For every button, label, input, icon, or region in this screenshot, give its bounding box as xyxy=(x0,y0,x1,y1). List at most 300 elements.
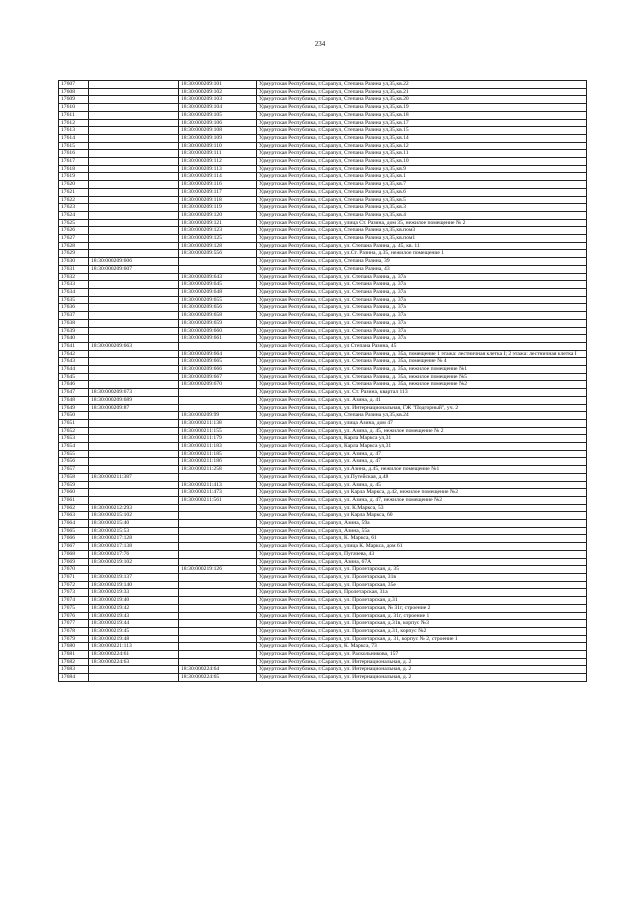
row-number-cell: 17672 xyxy=(59,581,89,589)
row-number-cell: 17658 xyxy=(59,473,89,481)
table-row xyxy=(59,597,587,605)
address-cell: Удмуртская Республика, г.Сарапул, Азина, 59а xyxy=(257,520,587,528)
building-cadastral-number-cell: 18:30:000209:114 xyxy=(179,173,257,181)
cadastral-number-cell xyxy=(89,242,179,250)
address-cell: Удмуртская Республика, г.Сарапул, Степана Разина ул,35,кв.21 xyxy=(257,88,587,96)
row-number-cell: 17615 xyxy=(59,142,89,150)
row-number-cell: 17673 xyxy=(59,589,89,597)
table-row xyxy=(59,96,587,104)
address-cell: Удмуртская Республика, г.Сарапул, Степана Разина ул,35,кв.7 xyxy=(257,181,587,189)
table-row xyxy=(59,450,587,458)
table-row xyxy=(59,165,587,173)
address-cell: Удмуртская Республика, г.Сарапул, ул. Пролетарская, № 31г, строение 2 xyxy=(257,604,587,612)
address-cell: Удмуртская Республика, г.Сарапул, К. Маркса, 73 xyxy=(257,643,587,651)
building-cadastral-number-cell xyxy=(179,512,257,520)
table-row xyxy=(59,627,587,635)
building-cadastral-number-cell xyxy=(179,604,257,612)
table-row xyxy=(59,188,587,196)
registry-table-body xyxy=(59,81,587,682)
table-row xyxy=(59,104,587,112)
row-number-cell: 17656 xyxy=(59,458,89,466)
row-number-cell: 17680 xyxy=(59,643,89,651)
cadastral-number-cell: 18:30:000212:293 xyxy=(89,504,179,512)
row-number-cell: 17639 xyxy=(59,327,89,335)
row-number-cell: 17681 xyxy=(59,651,89,659)
building-cadastral-number-cell xyxy=(179,520,257,528)
address-cell: Удмуртская Республика, г.Сарапул, ул. Пролетарская, 35е xyxy=(257,581,587,589)
row-number-cell: 17626 xyxy=(59,227,89,235)
building-cadastral-number-cell: 18:30:000209:121 xyxy=(179,219,257,227)
address-cell: Удмуртская Республика, г.Сарапул, ул. Пролетарская, д. 31, корпус № 2, строение 1 xyxy=(257,635,587,643)
row-number-cell: 17616 xyxy=(59,150,89,158)
row-number-cell: 17671 xyxy=(59,574,89,582)
address-cell: Удмуртская Республика, г.Сарапул, ул. Интернациональная, д. 2 xyxy=(257,666,587,674)
table-row xyxy=(59,658,587,666)
address-cell: Удмуртская Республика, г.Сарапул, Степана Разина ул,35,кв.22 xyxy=(257,81,587,89)
cadastral-number-cell: 18:30:000209:673 xyxy=(89,389,179,397)
address-cell: Удмуртская Республика, г.Сарапул, Степана Разина ул,35,кв.17 xyxy=(257,119,587,127)
address-cell: Удмуртская Республика, г.Сарапул, ул. Интернациональная, ГЖ "Подгорный", уч. 2 xyxy=(257,404,587,412)
building-cadastral-number-cell: 18:30:000209:109 xyxy=(179,134,257,142)
address-cell: Удмуртская Республика, г.Сарапул, ул Степана Разина, 45 xyxy=(257,342,587,350)
table-row xyxy=(59,119,587,127)
address-cell: Удмуртская Республика, г.Сарапул, Степана Разина ул,35,кв.18 xyxy=(257,111,587,119)
row-number-cell: 17629 xyxy=(59,250,89,258)
cadastral-number-cell: 18:30:000219:140 xyxy=(89,581,179,589)
address-cell: Удмуртская Республика, г.Сарапул, ул. Пролетарская, д.31, корпус №2 xyxy=(257,627,587,635)
address-cell: Удмуртская Республика, г.Сарапул, ул. Степана Разина, д. 37а xyxy=(257,281,587,289)
address-cell: Удмуртская Республика, г.Сарапул, улица Азина, дом 47 xyxy=(257,419,587,427)
table-row xyxy=(59,535,587,543)
building-cadastral-number-cell: 18:30:000209:104 xyxy=(179,104,257,112)
cadastral-number-cell xyxy=(89,165,179,173)
row-number-cell: 17663 xyxy=(59,512,89,520)
building-cadastral-number-cell: 18:30:000209:101 xyxy=(179,81,257,89)
table-row xyxy=(59,227,587,235)
building-cadastral-number-cell: 18:30:000211:258 xyxy=(179,466,257,474)
address-cell: Удмуртская Республика, г.Сарапул, ул. Пролетарская, д. 35 xyxy=(257,566,587,574)
cadastral-number-cell xyxy=(89,458,179,466)
building-cadastral-number-cell: 18:30:000211:155 xyxy=(179,427,257,435)
row-number-cell: 17644 xyxy=(59,366,89,374)
cadastral-number-cell xyxy=(89,104,179,112)
building-cadastral-number-cell: 18:30:000209:112 xyxy=(179,158,257,166)
building-cadastral-number-cell xyxy=(179,643,257,651)
table-row xyxy=(59,134,587,142)
cadastral-number-cell: 18:30:000219:42 xyxy=(89,604,179,612)
address-cell: Удмуртская Республика, г.Сарапул, ул. Степана Разина, д. 37а xyxy=(257,296,587,304)
building-cadastral-number-cell xyxy=(179,589,257,597)
row-number-cell: 17614 xyxy=(59,134,89,142)
address-cell: Удмуртская Республика, г.Сарапул, Степана Разина ул,35,кв.12 xyxy=(257,142,587,150)
address-cell: Удмуртская Республика, г.Сарапул, Азина, 67А xyxy=(257,558,587,566)
building-cadastral-number-cell: 18:30:000209:556 xyxy=(179,250,257,258)
table-row xyxy=(59,550,587,558)
table-row xyxy=(59,173,587,181)
building-cadastral-number-cell: 18:30:000209:103 xyxy=(179,96,257,104)
table-row xyxy=(59,458,587,466)
cadastral-number-cell xyxy=(89,450,179,458)
building-cadastral-number-cell: 18:30:000211:185 xyxy=(179,450,257,458)
building-cadastral-number-cell: 18:30:000209:656 xyxy=(179,304,257,312)
cadastral-number-cell xyxy=(89,111,179,119)
cadastral-number-cell xyxy=(89,381,179,389)
table-row xyxy=(59,574,587,582)
property-registry-table xyxy=(58,80,587,682)
cadastral-number-cell xyxy=(89,427,179,435)
building-cadastral-number-cell xyxy=(179,396,257,404)
address-cell: Удмуртская Республика, г.Сарапул, ул. К.Маркса, 53 xyxy=(257,504,587,512)
table-row xyxy=(59,219,587,227)
row-number-cell: 17641 xyxy=(59,342,89,350)
table-row xyxy=(59,335,587,343)
address-cell: Удмуртская Республика, г.Сарапул, Степана Разина ул,35,кв.11 xyxy=(257,150,587,158)
table-row xyxy=(59,520,587,528)
cadastral-number-cell xyxy=(89,273,179,281)
table-row xyxy=(59,235,587,243)
cadastral-number-cell xyxy=(89,204,179,212)
building-cadastral-number-cell xyxy=(179,543,257,551)
cadastral-number-cell xyxy=(89,319,179,327)
building-cadastral-number-cell xyxy=(179,527,257,535)
address-cell: Удмуртская Республика, г.Сарапул, ул. Азина, д. 41 xyxy=(257,396,587,404)
row-number-cell: 17617 xyxy=(59,158,89,166)
building-cadastral-number-cell: 18:30:000209:659 xyxy=(179,319,257,327)
address-cell: Удмуртская Республика, г.Сарапул, ул. Азина, д. 47 xyxy=(257,450,587,458)
building-cadastral-number-cell: 18:30:000211:413 xyxy=(179,481,257,489)
row-number-cell: 17632 xyxy=(59,273,89,281)
address-cell: Удмуртская Республика, г.Сарапул, Степана Разина ул,35,кв.5 xyxy=(257,196,587,204)
cadastral-number-cell xyxy=(89,127,179,135)
row-number-cell: 17674 xyxy=(59,597,89,605)
cadastral-number-cell: 18:30:000217:128 xyxy=(89,535,179,543)
building-cadastral-number-cell xyxy=(179,558,257,566)
row-number-cell: 17637 xyxy=(59,312,89,320)
table-row xyxy=(59,258,587,266)
cadastral-number-cell xyxy=(89,373,179,381)
address-cell: Удмуртская Республика, г.Сарапул, Степана Разина ул,35,кв.4 xyxy=(257,211,587,219)
cadastral-number-cell: 18:30:000219:137 xyxy=(89,574,179,582)
table-row xyxy=(59,273,587,281)
address-cell: Удмуртская Республика, г.Сарапул, Степана Разина ул,35,кв.3 xyxy=(257,204,587,212)
address-cell: Удмуртская Республика, г.Сарапул, Степана Разина ул,35,кв.20 xyxy=(257,96,587,104)
row-number-cell: 17675 xyxy=(59,604,89,612)
address-cell: Удмуртская Республика, г.Сарапул, Степана Разина ул,35,кв.пом3 xyxy=(257,227,587,235)
address-cell: Удмуртская Республика, г.Сарапул, ул. Степана Разина, д. 45, кв. 11 xyxy=(257,242,587,250)
row-number-cell: 17682 xyxy=(59,658,89,666)
building-cadastral-number-cell: 18:30:000209:660 xyxy=(179,327,257,335)
building-cadastral-number-cell: 18:30:000209:102 xyxy=(179,88,257,96)
cadastral-number-cell: 18:30:000217:138 xyxy=(89,543,179,551)
table-row xyxy=(59,589,587,597)
address-cell: Удмуртская Республика, г.Сарапул, ул. Степана Разина, д. 35а, нежилое помещение №5 xyxy=(257,373,587,381)
address-cell: Удмуртская Республика, г.Сарапул, ул. Интернациональная, д. 2 xyxy=(257,658,587,666)
address-cell: Удмуртская Республика, г.Сарапул, Степана Разина ул,35,кв.14 xyxy=(257,134,587,142)
address-cell: Удмуртская Республика, г.Сарапул, ул. Азина, д. 47, нежилое помещение №2 xyxy=(257,496,587,504)
address-cell: Удмуртская Республика, г.Сарапул, ул. Ст. Разина, квартал 113 xyxy=(257,389,587,397)
row-number-cell: 17635 xyxy=(59,296,89,304)
building-cadastral-number-cell: 18:30:000209:117 xyxy=(179,188,257,196)
address-cell: Удмуртская Республика, г.Сарапул, ул. Азина, д. 45, нежилое помещение № 2 xyxy=(257,427,587,435)
building-cadastral-number-cell: 18:30:000211:186 xyxy=(179,458,257,466)
cadastral-number-cell xyxy=(89,81,179,89)
table-row xyxy=(59,651,587,659)
cadastral-number-cell xyxy=(89,335,179,343)
row-number-cell: 17607 xyxy=(59,81,89,89)
building-cadastral-number-cell xyxy=(179,635,257,643)
page-number: 234 xyxy=(314,40,326,48)
table-row xyxy=(59,319,587,327)
building-cadastral-number-cell xyxy=(179,342,257,350)
table-row xyxy=(59,158,587,166)
row-number-cell: 17642 xyxy=(59,350,89,358)
row-number-cell: 17640 xyxy=(59,335,89,343)
cadastral-number-cell: 18:30:000215:102 xyxy=(89,512,179,520)
row-number-cell: 17609 xyxy=(59,96,89,104)
building-cadastral-number-cell: 18:30:000209:120 xyxy=(179,211,257,219)
table-row xyxy=(59,489,587,497)
building-cadastral-number-cell: 18:30:000211:561 xyxy=(179,496,257,504)
address-cell: Удмуртская Республика, г.Сарапул, ул. Степана Разина, д. 35а, помещение № 4 xyxy=(257,358,587,366)
cadastral-number-cell xyxy=(89,412,179,420)
row-number-cell: 17650 xyxy=(59,412,89,420)
table-row xyxy=(59,443,587,451)
building-cadastral-number-cell: 18:30:000209:664 xyxy=(179,350,257,358)
table-row xyxy=(59,566,587,574)
cadastral-number-cell xyxy=(89,250,179,258)
building-cadastral-number-cell xyxy=(179,404,257,412)
building-cadastral-number-cell: 18:30:000209:99 xyxy=(179,412,257,420)
row-number-cell: 17649 xyxy=(59,404,89,412)
building-cadastral-number-cell: 18:30:000209:128 xyxy=(179,242,257,250)
cadastral-number-cell xyxy=(89,196,179,204)
row-number-cell: 17676 xyxy=(59,612,89,620)
row-number-cell: 17655 xyxy=(59,450,89,458)
table-row xyxy=(59,419,587,427)
building-cadastral-number-cell: 18:30:000209:643 xyxy=(179,273,257,281)
building-cadastral-number-cell xyxy=(179,265,257,273)
building-cadastral-number-cell xyxy=(179,473,257,481)
address-cell: Удмуртская Республика, г.Сарапул, Степана Разина, 43 xyxy=(257,265,587,273)
row-number-cell: 17669 xyxy=(59,558,89,566)
row-number-cell: 17648 xyxy=(59,396,89,404)
table-row xyxy=(59,435,587,443)
table-row xyxy=(59,242,587,250)
row-number-cell: 17636 xyxy=(59,304,89,312)
building-cadastral-number-cell: 18:30:000211:138 xyxy=(179,419,257,427)
row-number-cell: 17666 xyxy=(59,535,89,543)
address-cell: Удмуртская Республика, г.Сарапул, ул.Путейская, д.48 xyxy=(257,473,587,481)
address-cell: Удмуртская Республика, г.Сарапул, Азина, 55а xyxy=(257,527,587,535)
building-cadastral-number-cell: 18:30:000219:126 xyxy=(179,566,257,574)
building-cadastral-number-cell xyxy=(179,504,257,512)
row-number-cell: 17664 xyxy=(59,520,89,528)
table-row xyxy=(59,481,587,489)
table-row xyxy=(59,674,587,682)
row-number-cell: 17645 xyxy=(59,373,89,381)
row-number-cell: 17651 xyxy=(59,419,89,427)
building-cadastral-number-cell: 18:30:000209:645 xyxy=(179,281,257,289)
building-cadastral-number-cell xyxy=(179,389,257,397)
row-number-cell: 17621 xyxy=(59,188,89,196)
cadastral-number-cell xyxy=(89,489,179,497)
address-cell: Удмуртская Республика, г.Сарапул, ул. Степана Разина, д. 35а, нежилое помещение №1 xyxy=(257,366,587,374)
row-number-cell: 17612 xyxy=(59,119,89,127)
row-number-cell: 17619 xyxy=(59,173,89,181)
row-number-cell: 17660 xyxy=(59,489,89,497)
address-cell: Удмуртская Республика, г.Сарапул, Степана Разина ул,35,кв.10 xyxy=(257,158,587,166)
cadastral-number-cell xyxy=(89,134,179,142)
cadastral-number-cell xyxy=(89,288,179,296)
cadastral-number-cell: 18:30:000219:44 xyxy=(89,620,179,628)
address-cell: Удмуртская Республика, г.Сарапул, Пролетарская, 31а xyxy=(257,589,587,597)
row-number-cell: 17613 xyxy=(59,127,89,135)
building-cadastral-number-cell xyxy=(179,620,257,628)
cadastral-number-cell: 18:30:000209:606 xyxy=(89,258,179,266)
row-number-cell: 17643 xyxy=(59,358,89,366)
row-number-cell: 17646 xyxy=(59,381,89,389)
address-cell: Удмуртская Республика, г.Сарапул, ул Карла Маркса, д.42, нежилое помещение №2 xyxy=(257,489,587,497)
cadastral-number-cell xyxy=(89,296,179,304)
row-number-cell: 17677 xyxy=(59,620,89,628)
table-row xyxy=(59,366,587,374)
address-cell: Удмуртская Республика, г.Сарапул, Пугачева, 43 xyxy=(257,550,587,558)
building-cadastral-number-cell: 18:30:000209:667 xyxy=(179,373,257,381)
building-cadastral-number-cell xyxy=(179,612,257,620)
row-number-cell: 17633 xyxy=(59,281,89,289)
cadastral-number-cell xyxy=(89,566,179,574)
address-cell: Удмуртская Республика, г.Сарапул, Карла Маркса ул,31 xyxy=(257,443,587,451)
cadastral-number-cell xyxy=(89,88,179,96)
building-cadastral-number-cell xyxy=(179,627,257,635)
building-cadastral-number-cell xyxy=(179,597,257,605)
address-cell: Удмуртская Республика, г.Сарапул, ул. Степана Разина, д. 35а, нежилое помещение №2 xyxy=(257,381,587,389)
address-cell: Удмуртская Республика, г.Сарапул, Степана Разина ул,35,кв.24 xyxy=(257,412,587,420)
cadastral-number-cell: 18:30:000219:48 xyxy=(89,635,179,643)
table-row xyxy=(59,150,587,158)
row-number-cell: 17653 xyxy=(59,435,89,443)
cadastral-number-cell xyxy=(89,281,179,289)
row-number-cell: 17684 xyxy=(59,674,89,682)
table-row xyxy=(59,358,587,366)
row-number-cell: 17665 xyxy=(59,527,89,535)
row-number-cell: 17627 xyxy=(59,235,89,243)
table-row xyxy=(59,620,587,628)
table-row xyxy=(59,196,587,204)
cadastral-number-cell xyxy=(89,312,179,320)
table-row xyxy=(59,265,587,273)
cadastral-number-cell: 18:30:000211:387 xyxy=(89,473,179,481)
row-number-cell: 17678 xyxy=(59,627,89,635)
row-number-cell: 17618 xyxy=(59,165,89,173)
building-cadastral-number-cell xyxy=(179,535,257,543)
table-row xyxy=(59,88,587,96)
building-cadastral-number-cell: 18:30:000211:179 xyxy=(179,435,257,443)
building-cadastral-number-cell: 18:30:000211:183 xyxy=(179,443,257,451)
table-row xyxy=(59,304,587,312)
cadastral-number-cell xyxy=(89,666,179,674)
cadastral-number-cell xyxy=(89,358,179,366)
address-cell: Удмуртская Республика, г.Сарапул, ул. Пролетарская, д.31в, корпус №3 xyxy=(257,620,587,628)
cadastral-number-cell xyxy=(89,496,179,504)
cadastral-number-cell xyxy=(89,466,179,474)
address-cell: Удмуртская Республика, г.Сарапул, улица К. Маркса, дом 61 xyxy=(257,543,587,551)
table-row xyxy=(59,581,587,589)
building-cadastral-number-cell: 18:30:000224:65 xyxy=(179,674,257,682)
table-row xyxy=(59,204,587,212)
address-cell: Удмуртская Республика, г.Сарапул, Карла Маркса ул,31 xyxy=(257,435,587,443)
building-cadastral-number-cell: 18:30:000209:123 xyxy=(179,227,257,235)
table-row xyxy=(59,496,587,504)
cadastral-number-cell xyxy=(89,435,179,443)
address-cell: Удмуртская Республика, г.Сарапул, ул. Степана Разина, д. 37а xyxy=(257,327,587,335)
address-cell: Удмуртская Республика, г.Сарапул, Степана Разина ул,35,кв.6 xyxy=(257,188,587,196)
building-cadastral-number-cell: 18:30:000209:119 xyxy=(179,204,257,212)
building-cadastral-number-cell xyxy=(179,651,257,659)
cadastral-number-cell: 18:30:000224:63 xyxy=(89,658,179,666)
cadastral-number-cell: 18:30:000217:76 xyxy=(89,550,179,558)
cadastral-number-cell: 18:30:000209:689 xyxy=(89,396,179,404)
row-number-cell: 17668 xyxy=(59,550,89,558)
row-number-cell: 17647 xyxy=(59,389,89,397)
address-cell: Удмуртская Республика, г.Сарапул, улица Ст. Разина, дом 35, нежилое помещение № 2 xyxy=(257,219,587,227)
table-row xyxy=(59,281,587,289)
address-cell: Удмуртская Республика, г.Сарапул, ул. Раскольникова, 157 xyxy=(257,651,587,659)
address-cell: Удмуртская Республика, г.Сарапул, Степана Разина ул,35,кв.9 xyxy=(257,165,587,173)
building-cadastral-number-cell: 18:30:000209:113 xyxy=(179,165,257,173)
cadastral-number-cell xyxy=(89,419,179,427)
table-row xyxy=(59,404,587,412)
row-number-cell: 17620 xyxy=(59,181,89,189)
table-row xyxy=(59,666,587,674)
table-row xyxy=(59,558,587,566)
building-cadastral-number-cell: 18:30:000209:670 xyxy=(179,381,257,389)
address-cell: Удмуртская Республика, г.Сарапул, ул. Пролетарская, д.31 xyxy=(257,597,587,605)
building-cadastral-number-cell: 18:30:000209:108 xyxy=(179,127,257,135)
address-cell: Удмуртская Республика, г.Сарапул, ул. Степана Разина, д. 37а xyxy=(257,288,587,296)
cadastral-number-cell: 18:30:000215:53 xyxy=(89,527,179,535)
address-cell: Удмуртская Республика, г.Сарапул, ул. Пролетарская, 31в xyxy=(257,574,587,582)
building-cadastral-number-cell: 18:30:000209:118 xyxy=(179,196,257,204)
row-number-cell: 17625 xyxy=(59,219,89,227)
building-cadastral-number-cell: 18:30:000209:116 xyxy=(179,181,257,189)
table-row xyxy=(59,296,587,304)
address-cell: Удмуртская Республика, г.Сарапул, К. Маркса, 61 xyxy=(257,535,587,543)
row-number-cell: 17622 xyxy=(59,196,89,204)
row-number-cell: 17654 xyxy=(59,443,89,451)
building-cadastral-number-cell: 18:30:000209:658 xyxy=(179,312,257,320)
building-cadastral-number-cell: 18:30:000209:106 xyxy=(179,119,257,127)
row-number-cell: 17623 xyxy=(59,204,89,212)
address-cell: Удмуртская Республика, г.Сарапул, ул. Азина, д. 45 xyxy=(257,481,587,489)
row-number-cell: 17634 xyxy=(59,288,89,296)
table-row xyxy=(59,373,587,381)
address-cell: Удмуртская Республика, г.Сарапул, Степана Разина ул,35,кв.пом1 xyxy=(257,235,587,243)
row-number-cell: 17683 xyxy=(59,666,89,674)
row-number-cell: 17638 xyxy=(59,319,89,327)
table-row xyxy=(59,312,587,320)
table-row xyxy=(59,350,587,358)
building-cadastral-number-cell xyxy=(179,658,257,666)
cadastral-number-cell xyxy=(89,327,179,335)
cadastral-number-cell xyxy=(89,96,179,104)
table-row xyxy=(59,427,587,435)
table-row xyxy=(59,527,587,535)
table-row xyxy=(59,211,587,219)
row-number-cell: 17661 xyxy=(59,496,89,504)
row-number-cell: 17610 xyxy=(59,104,89,112)
building-cadastral-number-cell: 18:30:000209:655 xyxy=(179,296,257,304)
